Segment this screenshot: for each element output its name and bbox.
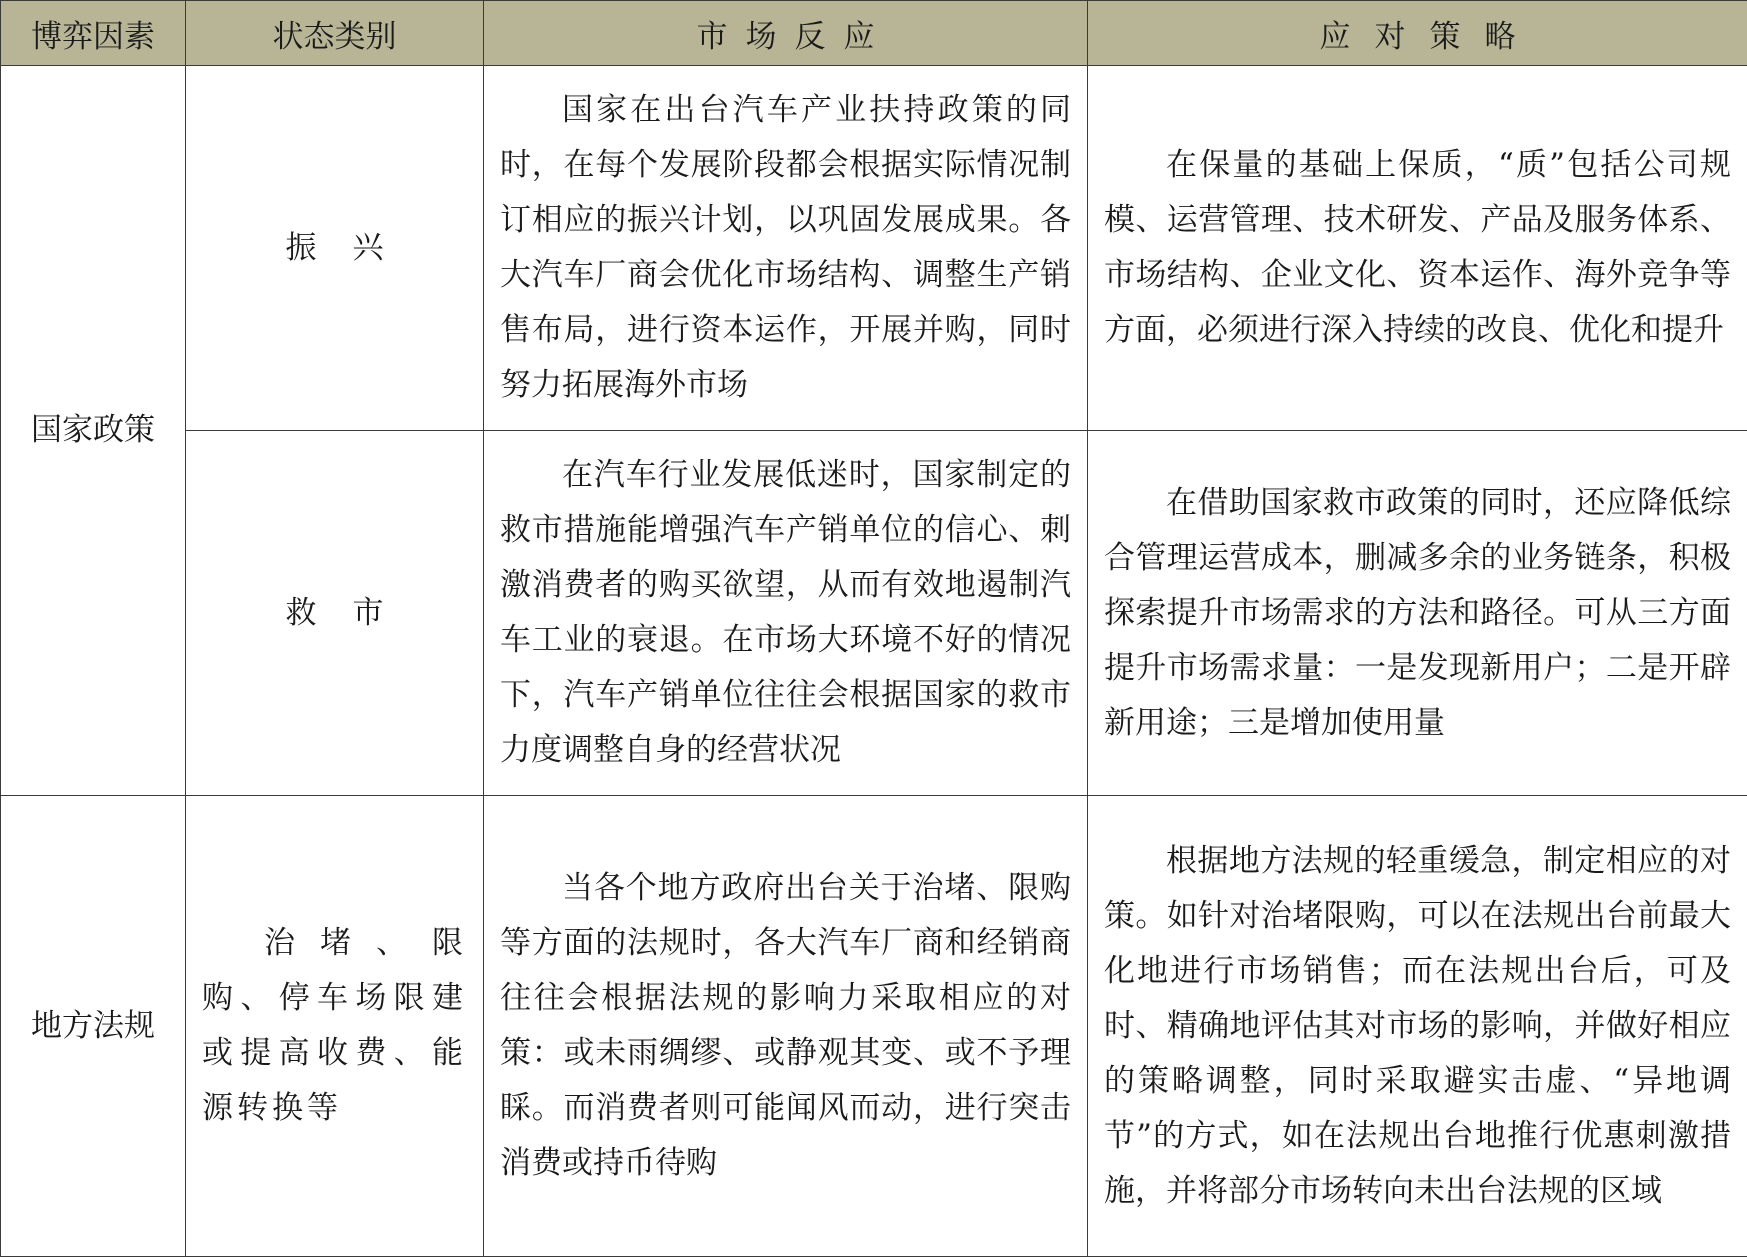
header-state-category: 状态类别 <box>186 1 484 66</box>
strategy-cell <box>1088 66 1747 431</box>
state-cell: 振兴 <box>186 66 484 431</box>
table-row <box>1 796 1747 1257</box>
reaction-text: 当各个地方政府出台关于治堵、限购等方面的法规时，各大汽车厂商和经销商往往会根据法规的影响力采取相应的对策：或未雨绸缪、或静观其变、或不予理睬。而消费者则可能闻风而动，进行突击消费或持币待购 <box>500 861 1071 1191</box>
table-row <box>1 431 1747 796</box>
strategy-text: 根据地方法规的轻重缓急，制定相应的对策。如针对治堵限购，可以在法规出台前最大化地进行市场销售；而在法规出台后，可及时、精确地评估其对市场的影响，并做好相应的策略调整，同时采取避实击虚、“异地调节”的方式，如在法规出台地推行优惠刺激措施，并将部分市场转向未出台法规的区域 <box>1104 834 1731 1219</box>
state-cell <box>186 796 484 1257</box>
reaction-text: 在汽车行业发展低迷时，国家制定的救市措施能增强汽车产销单位的信心、刺激消费者的购买欲望，从而有效地遏制汽车工业的衰退。在市场大环境不好的情况下，汽车产销单位往往会根据国家的救市力度调整自身的经营状况 <box>500 448 1071 778</box>
table-header-row <box>1 1 1747 66</box>
factor-cell: 国家政策 <box>1 66 186 796</box>
state-text: 治堵、限购、停车场限建或提高收费、能源转换等 <box>202 916 467 1136</box>
strategy-text: 在借助国家救市政策的同时，还应降低综合管理运营成本，删减多余的业务链条，积极探索提升市场需求的方法和路径。可从三方面提升市场需求量：一是发现新用户；二是开辟新用途；三是增加使用量 <box>1104 476 1731 751</box>
reaction-cell <box>484 66 1088 431</box>
strategy-text: 在保量的基础上保质，“质”包括公司规模、运营管理、技术研发、产品及服务体系、市场结构、企业文化、资本运作、海外竞争等方面，必须进行深入持续的改良、优化和提升 <box>1104 138 1731 358</box>
reaction-cell <box>484 431 1088 796</box>
header-game-factor: 博弈因素 <box>1 1 186 66</box>
reaction-cell <box>484 796 1088 1257</box>
header-response-strategy: 应对策略 <box>1088 1 1747 66</box>
strategy-cell <box>1088 431 1747 796</box>
header-market-reaction: 市场反应 <box>484 1 1088 66</box>
strategy-cell <box>1088 796 1747 1257</box>
factor-cell: 地方法规 <box>1 796 186 1257</box>
reaction-text: 国家在出台汽车产业扶持政策的同时，在每个发展阶段都会根据实际情况制订相应的振兴计划，以巩固发展成果。各大汽车厂商会优化市场结构、调整生产销售布局，进行资本运作，开展并购，同时努力拓展海外市场 <box>500 83 1071 413</box>
table-row <box>1 66 1747 431</box>
state-cell: 救市 <box>186 431 484 796</box>
